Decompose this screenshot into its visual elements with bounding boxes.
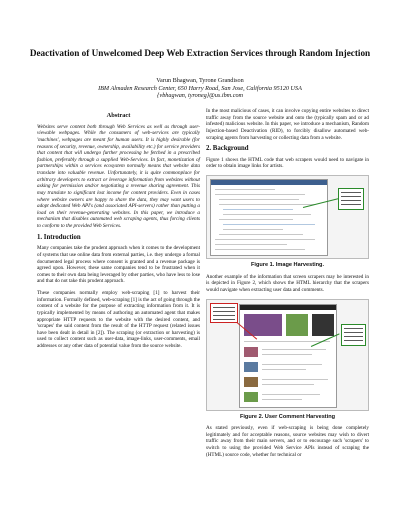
background-paragraph-2: Another example of the information that screen scrapers may be interested in is depicted in Figure 2, which shows the HTML hierarchy that the scrapers would navigate when extracting user data and comments. [206,273,369,293]
figure-2-image [206,299,369,411]
figure-2-callout-left [210,303,238,323]
figure-1-image [206,175,369,259]
right-column [206,108,369,463]
paper-title: Deactivation of Unwelcomed Deep Web Extraction Services through Random Injection [29,48,371,58]
intro-paragraph-1: Many companies take the prudent approach when it comes to the development of systems that use online data from external parties, i.e. they undergo a formal documented legal process where consent is granted and a revenue package is agreed upon. However, these same companies tend to be frustrated when it comes to their own data being leveraged by other parties, who have less to lose and that do not take this prudent approach. [37,245,200,285]
affiliation: IBM Almaden Research Center, 650 Harry Road, San Jose, California 95120 USA [98,84,302,92]
background-heading: 2. Background [206,145,249,153]
figure-2-caption: Figure 2. User Comment Harvesting [239,413,336,420]
intro-paragraph-2: These companies normally employ web-scraping [1] to harvest their information. Formally defined, web-scraping [1] is the act of going through the content of a website for the purpose of extracting information from it. It is typically implemented by means of authoring an automated agent that makes appropriate HTTP requests to the website with the desired content, and 'scrapes' the said content from the result of the HTTP request (related issues have been dealt in detail in [2]). The scraping (or extraction or harvesting) is used to collect content such as user-data, image-links, user-comments, email addresses or any other data of potential value from the source website. [37,290,200,349]
author-block [0,77,400,100]
right-paragraph-1: In the most malicious of cases, it can involve copying entire websites to direct traffic away from the source website and onto the (typically spam and or ad infested) malicious website. In this paper, we introduce a mechanism, Random Injection-based Deactivation (RID), to forcibly disallow automated web-scraping agents from harvesting or collecting data from a website. [206,108,369,141]
figure-1-callout [338,188,364,210]
authors: Varun Bhagwan, Tyrone Grandison [156,77,244,84]
figure-1-caption: Figure 1. Image Harvesting. [250,262,325,268]
intro-heading: 1. Introduction [37,233,81,241]
abstract-text: Websites serve content both through Web Services as well as through user-viewable webpages. While the consumers of web-services are typically 'machines', webpages are meant for human users. It is highly desirable (for reasons of security, revenue, ownership, availability etc.) for service providers that content that will undergo further processing be fetched in a prescribed fashion, preferably through a supplied Web-Services. In fact, monetization of partnerships within a services ecosystem normally means that website data translate into valuable revenue. Unfortunately, it is quite commonplace for arbitrary developers to extract or leverage information from websites without asking for permission and/or negotiating a revenue sharing agreement. This may translate to significant lost income for content providers. Even in cases where website owners are happy to share the data, they may want users to adopt dedicated Web API's (and associated API-servers) rather than putting a load on their revenue-generating websites. In this paper, we introduce a mechanism that disables automated web scraping agents, thus forcing clients to conform to the provided Web Services. [37,123,200,229]
figure-2-callout-right [341,324,366,346]
figure-2-screenshot [239,304,337,408]
background-paragraph-1: Figure 1 shows the HTML code that web scrapers would need to navigate in order to obtain image links for artists. [206,156,369,170]
left-column [37,108,200,355]
abstract-heading: Abstract [106,112,131,119]
background-paragraph-3: As stated previously, even if web-scraping is being done completely legitimately and for acceptable reasons, source websites may wish to divert traffic away from their main servers, and or to encourage such 'scrapers' to switch to using the provided Web Service APIs instead of scraping the (HTML) source code, whether for technical or [206,425,369,458]
figure-1-screenshot [210,179,328,256]
author-emails: {vbhagwan, tyroneg}@us.ibm.com [156,92,244,100]
